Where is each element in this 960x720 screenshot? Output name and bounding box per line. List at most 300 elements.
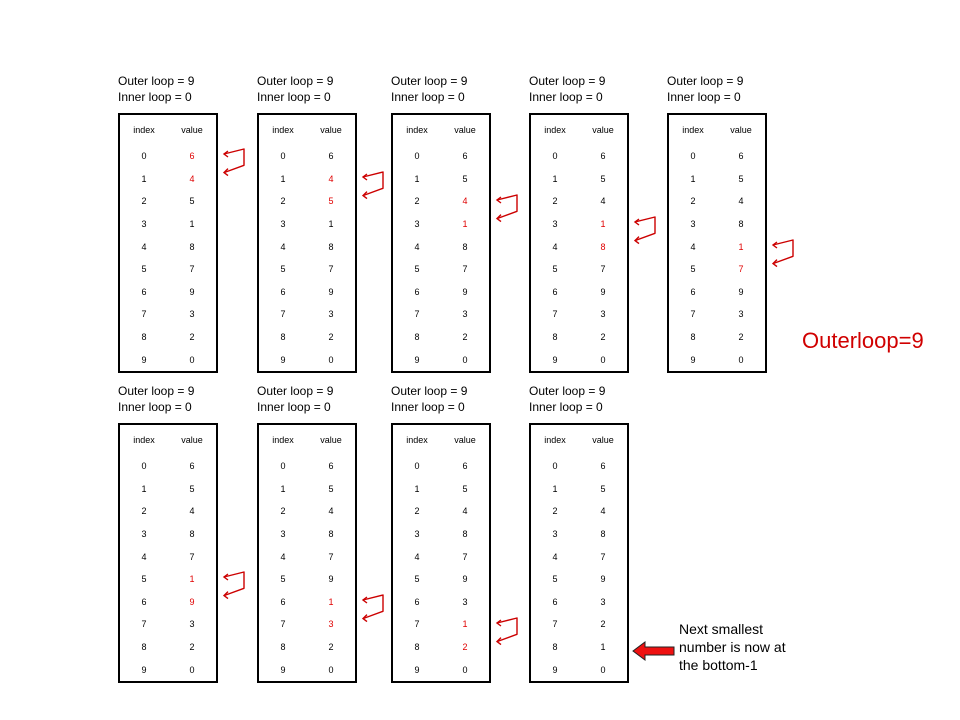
value-cell: 1 [600, 219, 606, 230]
value-cell: 1 [738, 241, 744, 252]
value-cell: 4 [738, 196, 744, 207]
index-cell: 2 [280, 196, 286, 207]
index-cell: 9 [414, 664, 420, 675]
value-cell: 8 [600, 241, 606, 252]
value-cell: 5 [600, 483, 606, 494]
note-line-1: Next smallest [679, 621, 764, 637]
index-cell: 2 [552, 196, 558, 207]
index-header: index [133, 435, 155, 445]
table-row [119, 568, 217, 591]
inner-loop-label: Inner loop = 0 [391, 90, 465, 104]
panel-title [391, 383, 531, 415]
value-cell: 2 [462, 642, 468, 653]
table-row [530, 658, 628, 682]
value-cell: 1 [328, 219, 334, 230]
index-cell: 3 [141, 529, 147, 540]
table-row [530, 190, 628, 213]
table-row [668, 303, 766, 326]
index-cell: 6 [552, 286, 558, 297]
value-cell: 9 [600, 574, 606, 585]
index-cell: 1 [690, 173, 696, 184]
table-row [530, 348, 628, 372]
table-row [668, 235, 766, 258]
index-cell: 4 [414, 241, 420, 252]
index-cell: 5 [552, 264, 558, 275]
index-cell: 4 [414, 551, 420, 562]
panel-title [118, 383, 258, 415]
table-row [392, 613, 490, 636]
value-cell: 7 [600, 264, 606, 275]
value-cell: 8 [462, 241, 468, 252]
index-cell: 1 [552, 483, 558, 494]
index-cell: 6 [280, 596, 286, 607]
table-row [258, 145, 356, 168]
note-line-3: the bottom-1 [679, 657, 758, 673]
index-cell: 2 [141, 196, 147, 207]
array-table [257, 113, 357, 373]
table-row [258, 545, 356, 568]
value-header: value [320, 125, 342, 135]
table-row [258, 258, 356, 281]
value-cell: 3 [738, 309, 744, 320]
array-table [391, 423, 491, 683]
index-cell: 0 [280, 151, 286, 162]
index-cell: 1 [280, 173, 286, 184]
index-header: index [133, 125, 155, 135]
value-cell: 2 [328, 642, 334, 653]
index-header: index [682, 125, 704, 135]
index-cell: 5 [280, 264, 286, 275]
index-cell: 4 [690, 241, 696, 252]
index-cell: 5 [690, 264, 696, 275]
value-header: value [730, 125, 752, 135]
index-cell: 7 [690, 309, 696, 320]
table-row [258, 568, 356, 591]
table-row [530, 168, 628, 191]
value-cell: 7 [462, 551, 468, 562]
value-cell: 1 [189, 574, 195, 585]
index-cell: 0 [141, 461, 147, 472]
index-cell: 6 [690, 286, 696, 297]
inner-loop-label: Inner loop = 0 [257, 90, 331, 104]
index-cell: 7 [552, 309, 558, 320]
index-cell: 8 [690, 332, 696, 343]
table-row [392, 658, 490, 682]
index-cell: 3 [141, 219, 147, 230]
value-cell: 2 [189, 332, 195, 343]
value-cell: 3 [189, 619, 195, 630]
table-row [258, 455, 356, 478]
table-row [668, 348, 766, 372]
value-cell: 1 [462, 619, 468, 630]
value-cell: 1 [600, 642, 606, 653]
index-cell: 3 [414, 529, 420, 540]
outer-loop-label: Outer loop = 9 [667, 74, 744, 88]
table-row [530, 145, 628, 168]
table-row [668, 213, 766, 236]
outer-loop-label: Outer loop = 9 [529, 384, 606, 398]
value-cell: 6 [462, 461, 468, 472]
value-cell: 7 [328, 264, 334, 275]
value-cell: 0 [328, 354, 334, 365]
value-cell: 3 [600, 309, 606, 320]
table-header [392, 114, 490, 145]
array-table [529, 423, 629, 683]
swap-arrow-icon [771, 237, 801, 276]
table-row [392, 303, 490, 326]
value-cell: 2 [462, 332, 468, 343]
value-cell: 5 [328, 196, 334, 207]
table-header [258, 424, 356, 455]
swap-arrow-icon [495, 192, 525, 231]
table-row [119, 658, 217, 682]
value-cell: 7 [328, 551, 334, 562]
table-header [119, 114, 217, 145]
value-cell: 2 [189, 642, 195, 653]
table-row [392, 591, 490, 614]
index-header: index [272, 125, 294, 135]
value-cell: 8 [462, 529, 468, 540]
table-row [530, 613, 628, 636]
table-row [392, 281, 490, 304]
table-row [392, 568, 490, 591]
value-header: value [181, 435, 203, 445]
table-row [668, 258, 766, 281]
value-cell: 8 [328, 241, 334, 252]
table-row [258, 326, 356, 349]
value-cell: 9 [462, 574, 468, 585]
index-cell: 4 [280, 241, 286, 252]
table-row [258, 636, 356, 659]
value-cell: 6 [600, 151, 606, 162]
swap-arrow-icon [222, 569, 252, 608]
value-cell: 7 [462, 264, 468, 275]
table-row [392, 213, 490, 236]
table-row [119, 258, 217, 281]
value-cell: 3 [328, 619, 334, 630]
index-cell: 2 [141, 506, 147, 517]
index-cell: 3 [414, 219, 420, 230]
index-cell: 6 [141, 596, 147, 607]
table-row [119, 613, 217, 636]
value-cell: 6 [328, 151, 334, 162]
table-row [392, 235, 490, 258]
index-cell: 5 [280, 574, 286, 585]
array-table [257, 423, 357, 683]
value-cell: 6 [462, 151, 468, 162]
value-cell: 8 [328, 529, 334, 540]
table-row [392, 455, 490, 478]
index-cell: 6 [552, 596, 558, 607]
value-cell: 0 [462, 354, 468, 365]
value-cell: 4 [189, 506, 195, 517]
value-header: value [454, 435, 476, 445]
index-cell: 7 [552, 619, 558, 630]
index-cell: 7 [414, 619, 420, 630]
table-row [119, 636, 217, 659]
value-cell: 7 [189, 551, 195, 562]
table-row [258, 591, 356, 614]
value-cell: 0 [189, 354, 195, 365]
index-cell: 4 [141, 241, 147, 252]
value-cell: 3 [328, 309, 334, 320]
index-cell: 5 [414, 264, 420, 275]
index-cell: 0 [552, 461, 558, 472]
table-row [392, 326, 490, 349]
index-header: index [406, 435, 428, 445]
index-cell: 7 [280, 309, 286, 320]
note-line-2: number is now at [679, 639, 786, 655]
value-cell: 8 [738, 219, 744, 230]
table-row [668, 145, 766, 168]
panel-title [529, 73, 669, 105]
table-row [258, 235, 356, 258]
value-cell: 4 [328, 173, 334, 184]
table-header [530, 424, 628, 455]
table-row [668, 326, 766, 349]
table-row [668, 168, 766, 191]
table-row [530, 235, 628, 258]
outer-loop-label: Outer loop = 9 [118, 74, 195, 88]
value-header: value [592, 125, 614, 135]
table-row [668, 190, 766, 213]
index-cell: 7 [141, 309, 147, 320]
value-cell: 0 [189, 664, 195, 675]
index-cell: 8 [141, 332, 147, 343]
index-cell: 8 [552, 332, 558, 343]
table-row [530, 213, 628, 236]
index-cell: 7 [280, 619, 286, 630]
inner-loop-label: Inner loop = 0 [391, 400, 465, 414]
table-row [119, 478, 217, 501]
value-cell: 4 [462, 196, 468, 207]
table-row [392, 168, 490, 191]
table-row [119, 168, 217, 191]
index-cell: 3 [280, 529, 286, 540]
index-cell: 9 [280, 354, 286, 365]
table-row [119, 591, 217, 614]
inner-loop-label: Inner loop = 0 [257, 400, 331, 414]
index-cell: 3 [280, 219, 286, 230]
value-cell: 2 [600, 332, 606, 343]
table-row [392, 258, 490, 281]
value-cell: 6 [738, 151, 744, 162]
index-header: index [406, 125, 428, 135]
outer-loop-label: Outer loop = 9 [391, 384, 468, 398]
index-cell: 5 [141, 264, 147, 275]
index-cell: 4 [552, 241, 558, 252]
index-cell: 8 [280, 642, 286, 653]
index-cell: 1 [141, 483, 147, 494]
value-cell: 6 [600, 461, 606, 472]
table-row [392, 478, 490, 501]
index-cell: 4 [280, 551, 286, 562]
value-cell: 4 [189, 173, 195, 184]
value-cell: 1 [462, 219, 468, 230]
table-row [258, 523, 356, 546]
table-row [119, 523, 217, 546]
table-row [392, 523, 490, 546]
index-cell: 3 [552, 529, 558, 540]
index-cell: 1 [552, 173, 558, 184]
table-row [119, 348, 217, 372]
table-row [119, 303, 217, 326]
outer-loop-label: Outer loop = 9 [257, 384, 334, 398]
table-row [258, 281, 356, 304]
table-header [668, 114, 766, 145]
value-cell: 8 [189, 529, 195, 540]
panel-title [118, 73, 258, 105]
value-cell: 0 [738, 354, 744, 365]
value-cell: 3 [462, 309, 468, 320]
value-cell: 1 [328, 596, 334, 607]
value-cell: 4 [328, 506, 334, 517]
table-row [119, 281, 217, 304]
index-cell: 8 [280, 332, 286, 343]
value-cell: 3 [600, 596, 606, 607]
value-cell: 1 [189, 219, 195, 230]
outerloop-label: Outerloop=9 [802, 328, 924, 353]
inner-loop-label: Inner loop = 0 [118, 400, 192, 414]
outer-loop-label: Outer loop = 9 [391, 74, 468, 88]
index-cell: 6 [280, 286, 286, 297]
table-row [530, 545, 628, 568]
table-row [119, 500, 217, 523]
array-table [667, 113, 767, 373]
value-cell: 0 [462, 664, 468, 675]
table-row [392, 348, 490, 372]
index-cell: 5 [141, 574, 147, 585]
index-cell: 1 [280, 483, 286, 494]
value-cell: 9 [462, 286, 468, 297]
table-row [258, 500, 356, 523]
table-row [392, 500, 490, 523]
inner-loop-label: Inner loop = 0 [529, 90, 603, 104]
index-cell: 3 [552, 219, 558, 230]
swap-arrow-icon [222, 146, 252, 185]
value-header: value [320, 435, 342, 445]
index-header: index [272, 435, 294, 445]
index-cell: 2 [414, 506, 420, 517]
left-arrow-icon [632, 640, 676, 662]
index-cell: 1 [414, 173, 420, 184]
index-cell: 0 [414, 151, 420, 162]
index-cell: 8 [141, 642, 147, 653]
value-cell: 9 [189, 286, 195, 297]
value-cell: 5 [189, 196, 195, 207]
value-cell: 3 [462, 596, 468, 607]
table-header [530, 114, 628, 145]
table-row [530, 326, 628, 349]
index-cell: 6 [141, 286, 147, 297]
table-row [258, 213, 356, 236]
panel-title [667, 73, 807, 105]
index-cell: 7 [141, 619, 147, 630]
value-cell: 9 [189, 596, 195, 607]
array-table [529, 113, 629, 373]
value-cell: 9 [328, 574, 334, 585]
array-table [391, 113, 491, 373]
index-cell: 9 [280, 664, 286, 675]
value-cell: 6 [189, 461, 195, 472]
note-text [679, 620, 786, 674]
value-cell: 2 [600, 619, 606, 630]
table-row [258, 168, 356, 191]
index-cell: 2 [414, 196, 420, 207]
table-row [530, 478, 628, 501]
index-header: index [544, 435, 566, 445]
index-cell: 1 [141, 173, 147, 184]
array-table [118, 423, 218, 683]
value-header: value [181, 125, 203, 135]
value-cell: 6 [189, 151, 195, 162]
panel-title [391, 73, 531, 105]
inner-loop-label: Inner loop = 0 [529, 400, 603, 414]
table-row [530, 281, 628, 304]
index-cell: 9 [414, 354, 420, 365]
index-cell: 1 [414, 483, 420, 494]
table-row [392, 636, 490, 659]
value-cell: 0 [600, 664, 606, 675]
table-row [119, 145, 217, 168]
table-row [119, 545, 217, 568]
table-row [258, 478, 356, 501]
value-cell: 5 [738, 173, 744, 184]
table-row [392, 190, 490, 213]
index-cell: 4 [141, 551, 147, 562]
inner-loop-label: Inner loop = 0 [667, 90, 741, 104]
value-cell: 5 [462, 483, 468, 494]
index-cell: 8 [414, 332, 420, 343]
table-row [530, 636, 628, 659]
panel-title [257, 383, 397, 415]
table-row [530, 303, 628, 326]
index-cell: 8 [552, 642, 558, 653]
value-cell: 0 [328, 664, 334, 675]
value-cell: 5 [189, 483, 195, 494]
table-header [119, 424, 217, 455]
table-row [258, 303, 356, 326]
array-table [118, 113, 218, 373]
panel-title [529, 383, 669, 415]
table-header [258, 114, 356, 145]
value-cell: 9 [328, 286, 334, 297]
value-cell: 6 [328, 461, 334, 472]
index-header: index [544, 125, 566, 135]
value-cell: 5 [328, 483, 334, 494]
index-cell: 2 [280, 506, 286, 517]
table-header [392, 424, 490, 455]
value-cell: 4 [600, 506, 606, 517]
value-cell: 9 [600, 286, 606, 297]
table-row [119, 190, 217, 213]
table-row [258, 348, 356, 372]
outer-loop-label: Outer loop = 9 [118, 384, 195, 398]
index-cell: 5 [414, 574, 420, 585]
index-cell: 0 [280, 461, 286, 472]
value-cell: 5 [462, 173, 468, 184]
value-cell: 7 [600, 551, 606, 562]
index-cell: 9 [552, 664, 558, 675]
value-cell: 7 [738, 264, 744, 275]
swap-arrow-icon [633, 214, 663, 253]
index-cell: 9 [690, 354, 696, 365]
value-cell: 2 [738, 332, 744, 343]
index-cell: 0 [141, 151, 147, 162]
table-row [530, 455, 628, 478]
table-row [392, 145, 490, 168]
swap-arrow-icon [495, 615, 525, 654]
